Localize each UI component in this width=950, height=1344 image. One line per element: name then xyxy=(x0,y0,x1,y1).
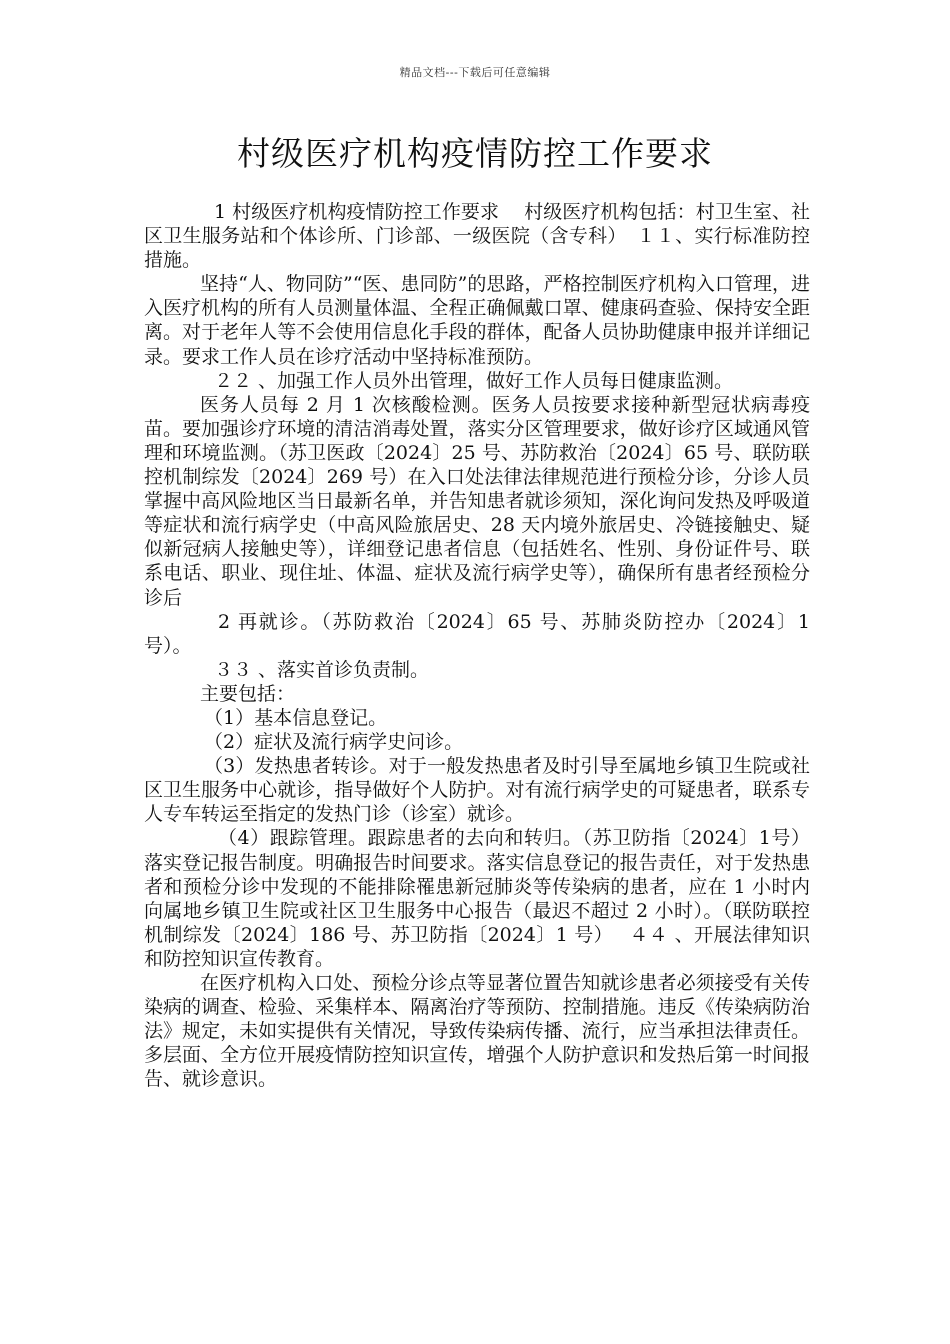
page-header-note: 精品文档---下载后可任意编辑 xyxy=(399,66,551,79)
paragraph: 2 再就诊。（苏防救治〔2024〕65 号、苏肺炎防控办〔2024〕1 号）。 xyxy=(144,610,810,657)
paragraph: 1 村级医疗机构疫情防控工作要求 村级医疗机构包括：村卫生室、社区卫生服务站和个体诊所、门诊部、一级医院（含专科） １１、实行标准防控措施。 xyxy=(144,201,810,272)
paragraph: 医务人员每 2 月 1 次核酸检测。医务人员按要求接种新型冠状病毒疫苗。要加强诊疗环境的清洁消毒处置，落实分区管理要求，做好诊疗区域通风管理和环境监测。（苏卫医政〔2024〕25 号、苏防救治〔2024〕65 号、联防联控机制综发〔2024〕269 号）在入口处法律法律规范进行预检分诊，分诊人员掌握中高风险地区当日最新名单，并告知患者就诊须知，深化询问发热及呼吸道等症状和流行病学史（中高风险旅居史、28 天内境外旅居史、冷链接触史、疑似新冠病人接触史等），详细登记患者信息（包括姓名、性别、身份证件号、联系电话、职业、现住址、体温、症状及流行病学史等），确保所有患者经预检分诊后 xyxy=(144,393,810,609)
paragraph: ３３ 、落实首诊负责制。 xyxy=(214,658,430,681)
list-item: （3）发热患者转诊。对于一般发热患者及时引导至属地乡镇卫生院或社区卫生服务中心就诊，指导做好个人防护。对有流行病学史的可疑患者，联系专人专车转运至指定的发热门诊（诊室）就诊。 xyxy=(144,755,810,826)
document-body xyxy=(144,200,810,1091)
list-item: （1）基本信息登记。 xyxy=(204,706,388,729)
paragraph: 在医疗机构入口处、预检分诊点等显著位置告知就诊患者必须接受有关传染病的调查、检验、采集样本、隔离治疗等预防、控制措施。违反《传染病防治法》规定，未如实提供有关情况，导致传染病传播、流行，应当承担法律责任。多层面、全方位开展疫情防控知识宣传，增强个人防护意识和发热后第一时间报告、就诊意识。 xyxy=(144,972,810,1091)
list-item: （2）症状及流行病学史问诊。 xyxy=(204,731,464,754)
document-title: 村级医疗机构疫情防控工作要求 xyxy=(237,134,713,173)
paragraph: ２２ 、加强工作人员外出管理，做好工作人员每日健康监测。 xyxy=(214,369,734,392)
list-item: （4）跟踪管理。跟踪患者的去向和转归。（苏卫防指〔2024〕1号）落实登记报告制度。明确报告时间要求。落实信息登记的报告责任，对于发热患者和预检分诊中发现的不能排除罹患新冠肺炎等传染病的患者，应在 1 小时内向属地乡镇卫生院或社区卫生服务中心报告（最迟不超过 2 小时）。（联防联控机制综发〔2024〕186 号、苏卫防指〔2024〕1 号） ４４ 、开展法律知识和防控知识宣传教育。 xyxy=(144,827,810,970)
paragraph: 坚持“人、物同防”“医、患同防”的思路，严格控制医疗机构入口管理，进入医疗机构的所有人员测量体温、全程正确佩戴口罩、健康码查验、保持安全距离。对于老年人等不会使用信息化手段的群体，配备人员协助健康申报并详细记录。要求工作人员在诊疗活动中坚持标准预防。 xyxy=(144,273,810,368)
paragraph: 主要包括： xyxy=(200,682,296,705)
